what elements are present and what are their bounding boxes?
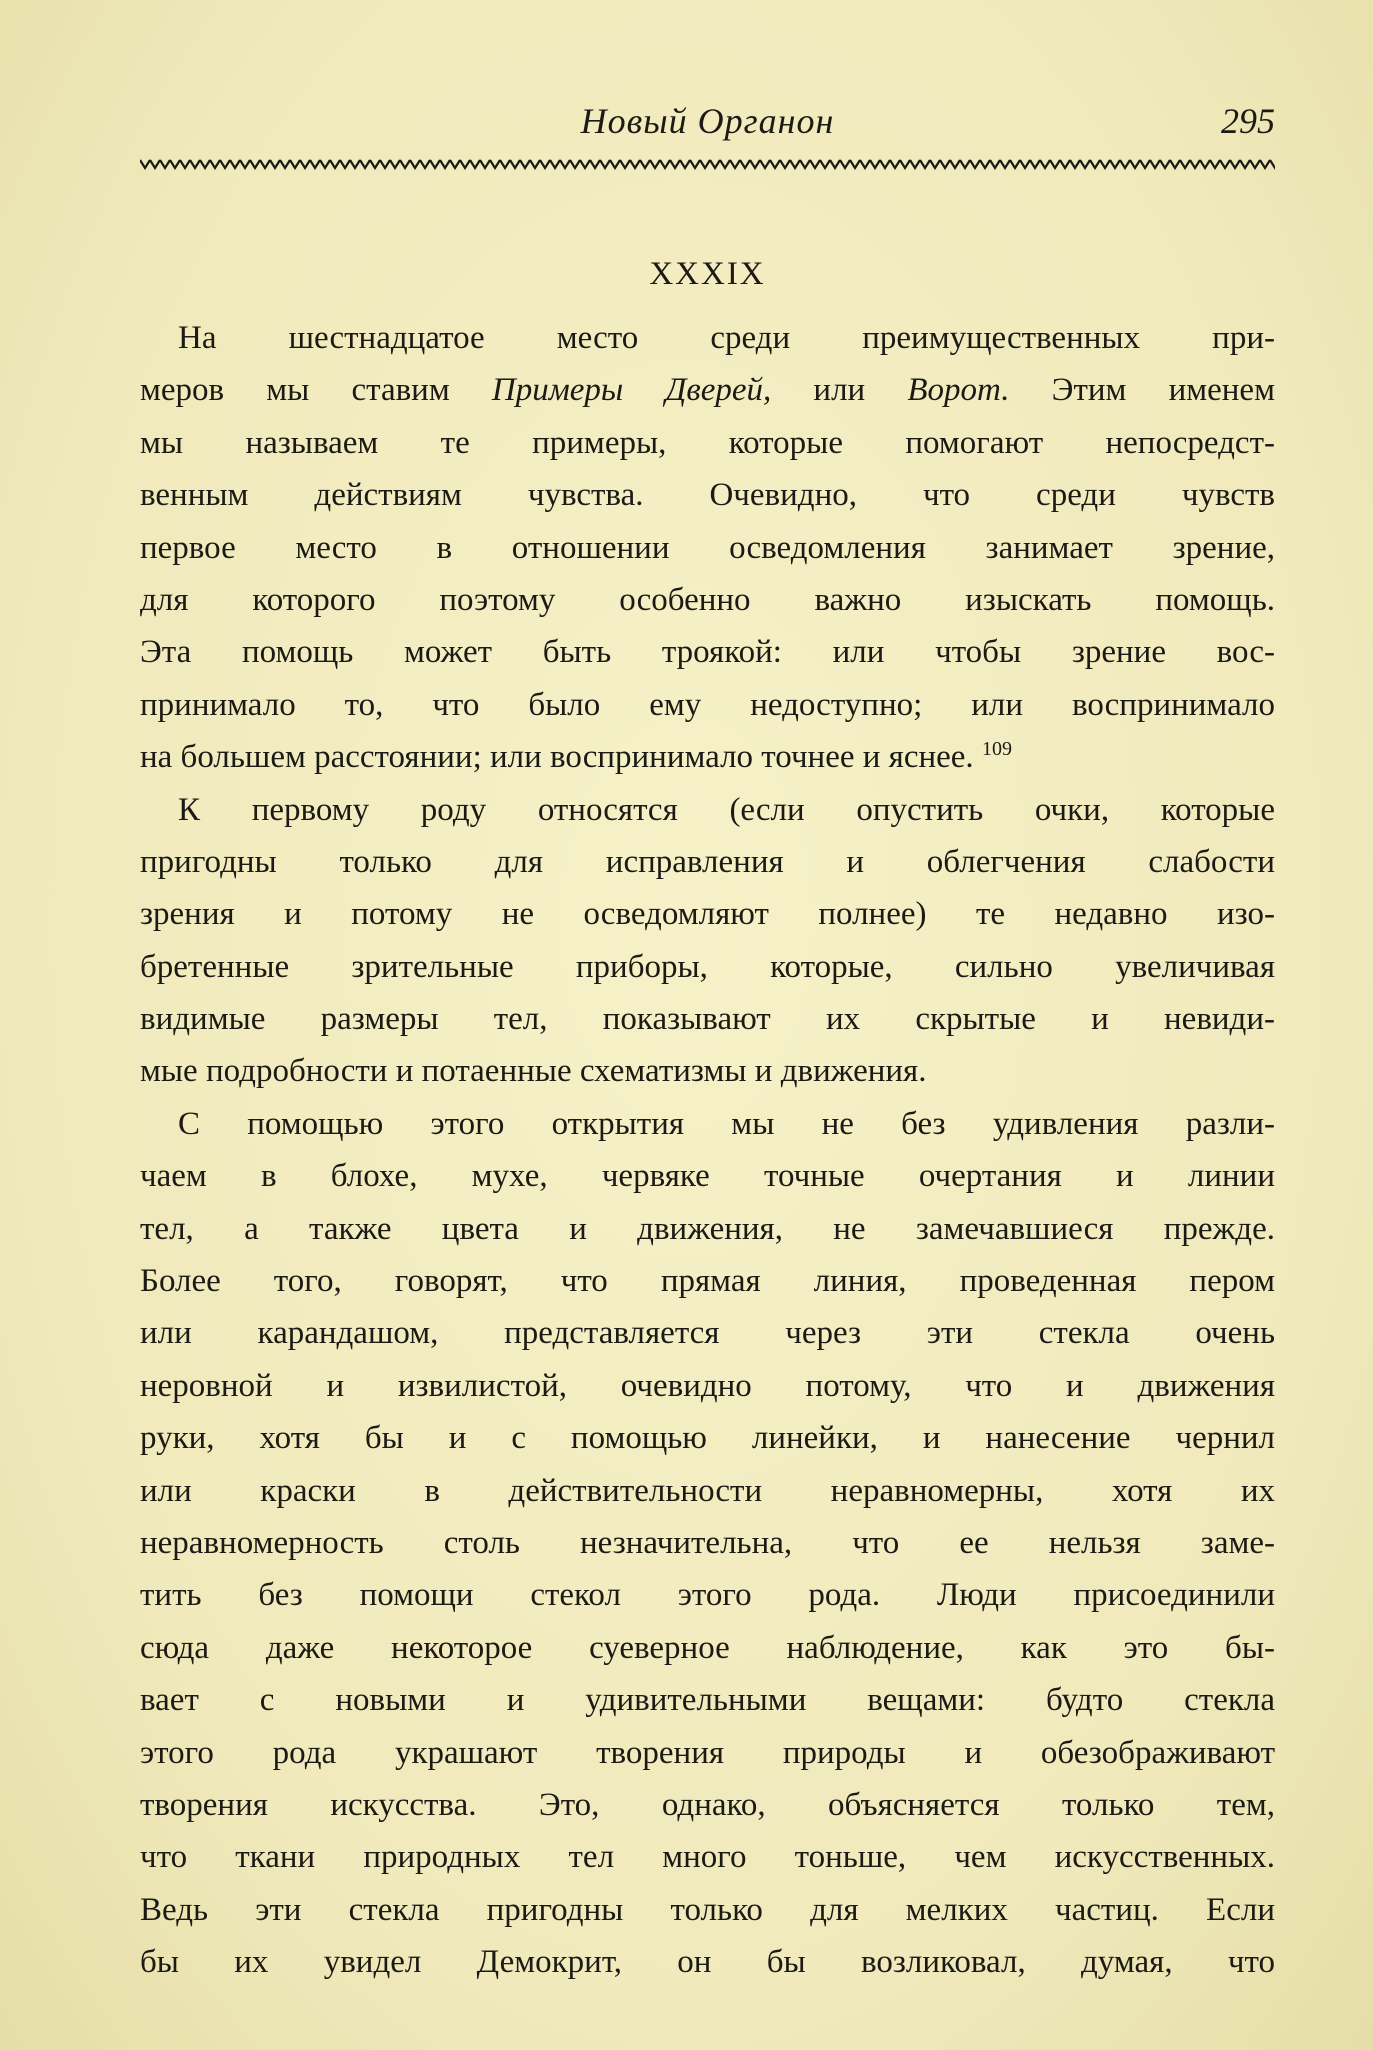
text-line: Эта помощь может быть троякой: или чтобы зрение вос- [140,634,1275,671]
text-line: К первому роду относятся (если опустить очки, которые [178,791,1275,828]
text-line: сюда даже некоторое суеверное наблюдение, как это бы- [140,1629,1275,1666]
text-line: бретенные зрительные приборы, которые, сильно увеличивая [140,948,1275,985]
section-number: XXXIX [649,256,766,292]
text-line: творения искусства. Это, однако, объясняется только тем, [140,1786,1275,1823]
text-line: зрения и потому не осведомляют полнее) те недавно изо- [140,896,1275,933]
ornamental-rule [140,158,1275,170]
text-line: С помощью этого открытия мы не без удивления разли- [178,1105,1275,1142]
text-line: Ведь эти стекла пригодны только для мелких частиц. Если [140,1891,1275,1928]
text-line: этого рода украшают творения природы и обезображивают [140,1734,1275,1771]
italic-term: Ворот. [907,372,1010,409]
text-line: мые подробности и потаенные схематизмы и движения. [140,1053,927,1090]
text-line: видимые размеры тел, показывают их скрытые и невиди- [140,1001,1275,1038]
text-line: первое место в отношении осведомления занимает зрение, [140,529,1275,566]
text-line: Более того, говорят, что прямая линия, проведенная пером [140,1263,1275,1300]
text-line: вает с новыми и удивительными вещами: будто стекла [140,1682,1275,1719]
text-line: меров мы ставим Примеры Дверей, или Ворот. Этим именем [140,372,1275,409]
italic-term: Примеры Дверей, [491,372,772,409]
text-line: тить без помощи стекол этого рода. Люди присоединили [140,1577,1275,1614]
text-line: неровной и извилистой, очевидно потому, что и движения [140,1367,1275,1404]
footnote-marker[interactable]: 109 [981,738,1012,761]
text-line: чаем в блохе, мухе, червяке точные очертания и линии [140,1158,1275,1195]
body-text [140,312,1275,1989]
text-line: на большем расстоянии; или воспринимало точнее и яснее. $^{109}$ [140,738,1012,776]
text-line: бы их увидел Демокрит, он бы возликовал, думая, что [140,1944,1275,1981]
text-line: венным действиям чувства. Очевидно, что среди чувств [140,477,1275,514]
text-line: принимало то, что было ему недоступно; или воспринимало [140,686,1275,723]
page-number: 295 [1221,101,1275,141]
text-line: тел, а также цвета и движения, не замечавшиеся прежде. [140,1210,1275,1247]
text-line: руки, хотя бы и с помощью линейки, и нанесение чернил [140,1420,1275,1457]
text-line: или краски в действительности неравномерны, хотя их [140,1472,1275,1509]
text-line: неравномерность столь незначительна, что ее нельзя заме- [140,1524,1275,1561]
page-header [140,100,1275,160]
text-line: для которого поэтому особенно важно изыскать помощь. [140,581,1275,618]
text-line: На шестнадцатое место среди преимущественных при- [178,320,1275,356]
running-title: Новый Органон [580,101,835,141]
text-line: что ткани природных тел много тоньше, чем искусственных. [140,1839,1275,1876]
text-line: мы называем те примеры, которые помогают непосредст- [140,424,1275,461]
text-line: пригодны только для исправления и облегчения слабости [140,843,1275,880]
text-line: или карандашом, представляется через эти стекла очень [140,1315,1275,1352]
